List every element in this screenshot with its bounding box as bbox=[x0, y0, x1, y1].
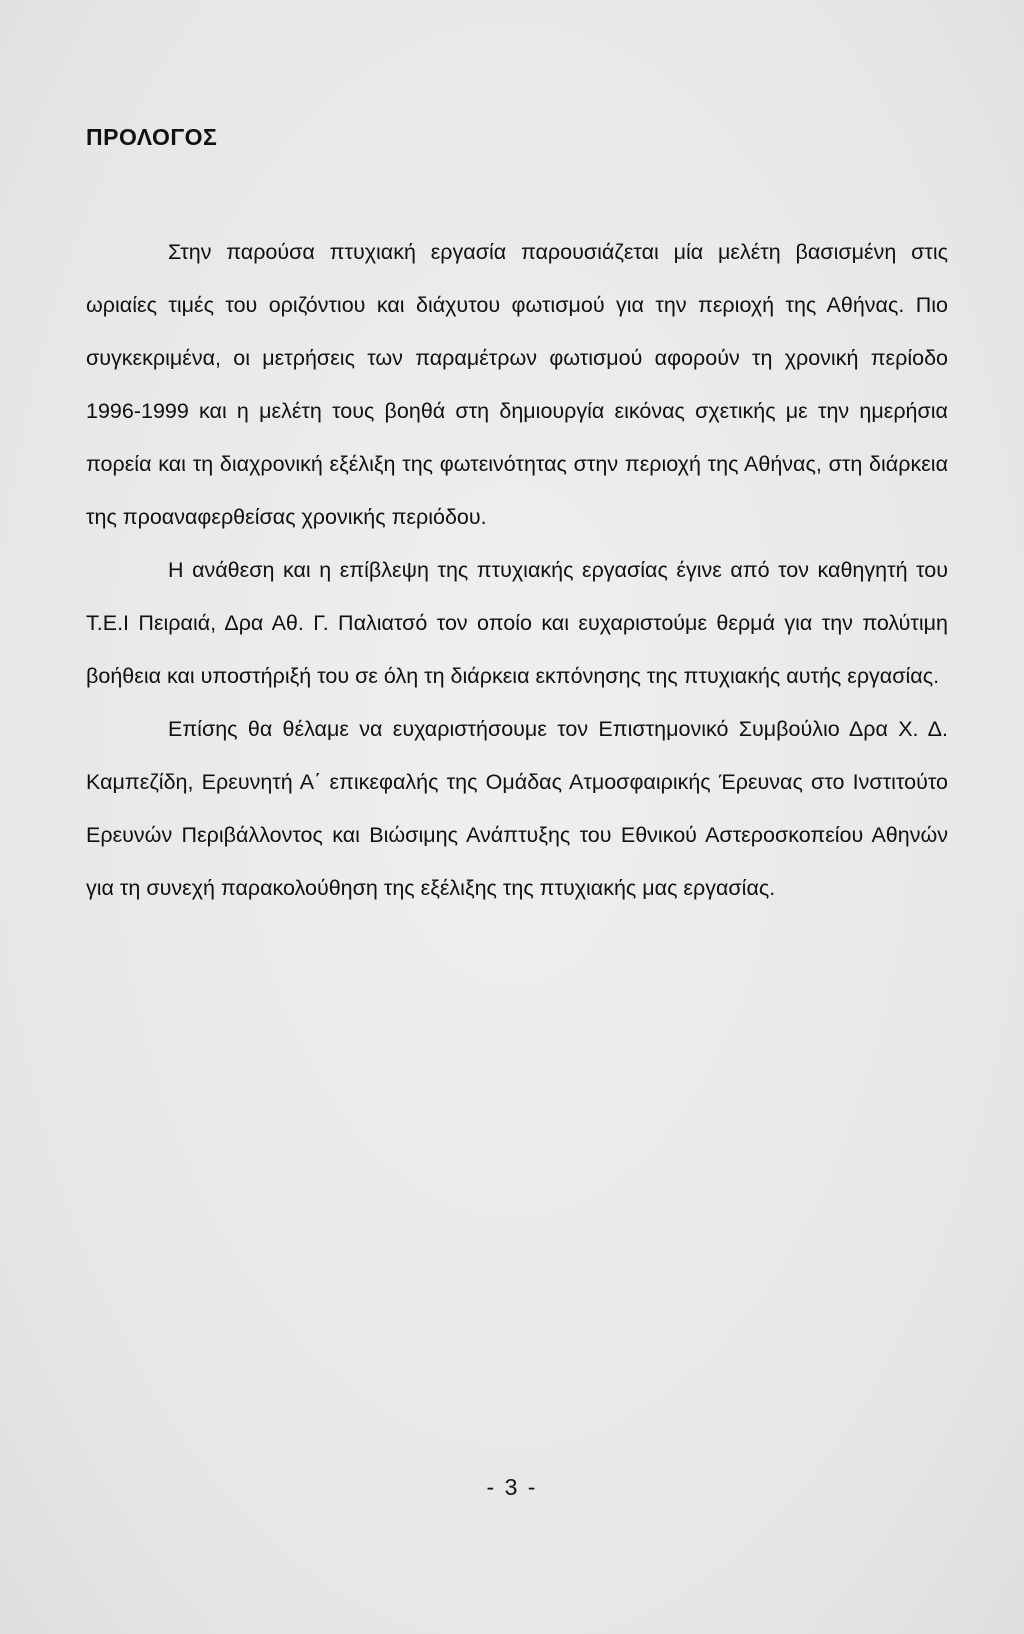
paragraph-acknowledgement-supervisor: Η ανάθεση και η επίβλεψη της πτυχιακής εργασίας έγινε από τον καθηγητή του Τ.Ε.Ι Πειραιά, Δρα Αθ. Γ. Παλιατσό τον οποίο και ευχαριστούμε θερμά για την πολύτιμη βοήθεια και υποστήριξή του σε όλη τη διάρκεια εκπόνησης της πτυχιακής αυτής εργασίας. bbox=[86, 558, 948, 688]
page-title: ΠΡΟΛΟΓΟΣ bbox=[86, 124, 218, 150]
page-number: - 3 - bbox=[486, 1474, 538, 1500]
document-body bbox=[86, 226, 948, 915]
paragraph-intro: Στην παρούσα πτυχιακή εργασία παρουσιάζεται μία μελέτη βασισμένη στις ωριαίες τιμές του οριζόντιου και διάχυτου φωτισμού για την περιοχή της Αθήνας. Πιο συγκεκριμένα, οι μετρήσεις των παραμέτρων φωτισμού αφορούν τη χρονική περίοδο 1996-1999 και η μελέτη τους βοηθά στη δημιουργία εικόνας σχετικής με την ημερήσια πορεία και τη διαχρονική εξέλιξη της φωτεινότητας στην περιοχή της Αθήνας, στη διάρκεια της προαναφερθείσας χρονικής περιόδου. bbox=[86, 240, 948, 529]
paragraph-acknowledgement-advisor: Επίσης θα θέλαμε να ευχαριστήσουμε τον Επιστημονικό Συμβούλιο Δρα Χ. Δ. Καμπεζίδη, Ερευνητή Α΄ επικεφαλής της Ομάδας Ατμοσφαιρικής Έρευνας στο Ινστιτούτο Ερευνών Περιβάλλοντος και Βιώσιμης Ανάπτυξης του Εθνικού Αστεροσκοπείου Αθηνών για τη συνεχή παρακολούθηση της εξέλιξης της πτυχιακής μας εργασίας. bbox=[86, 717, 948, 900]
